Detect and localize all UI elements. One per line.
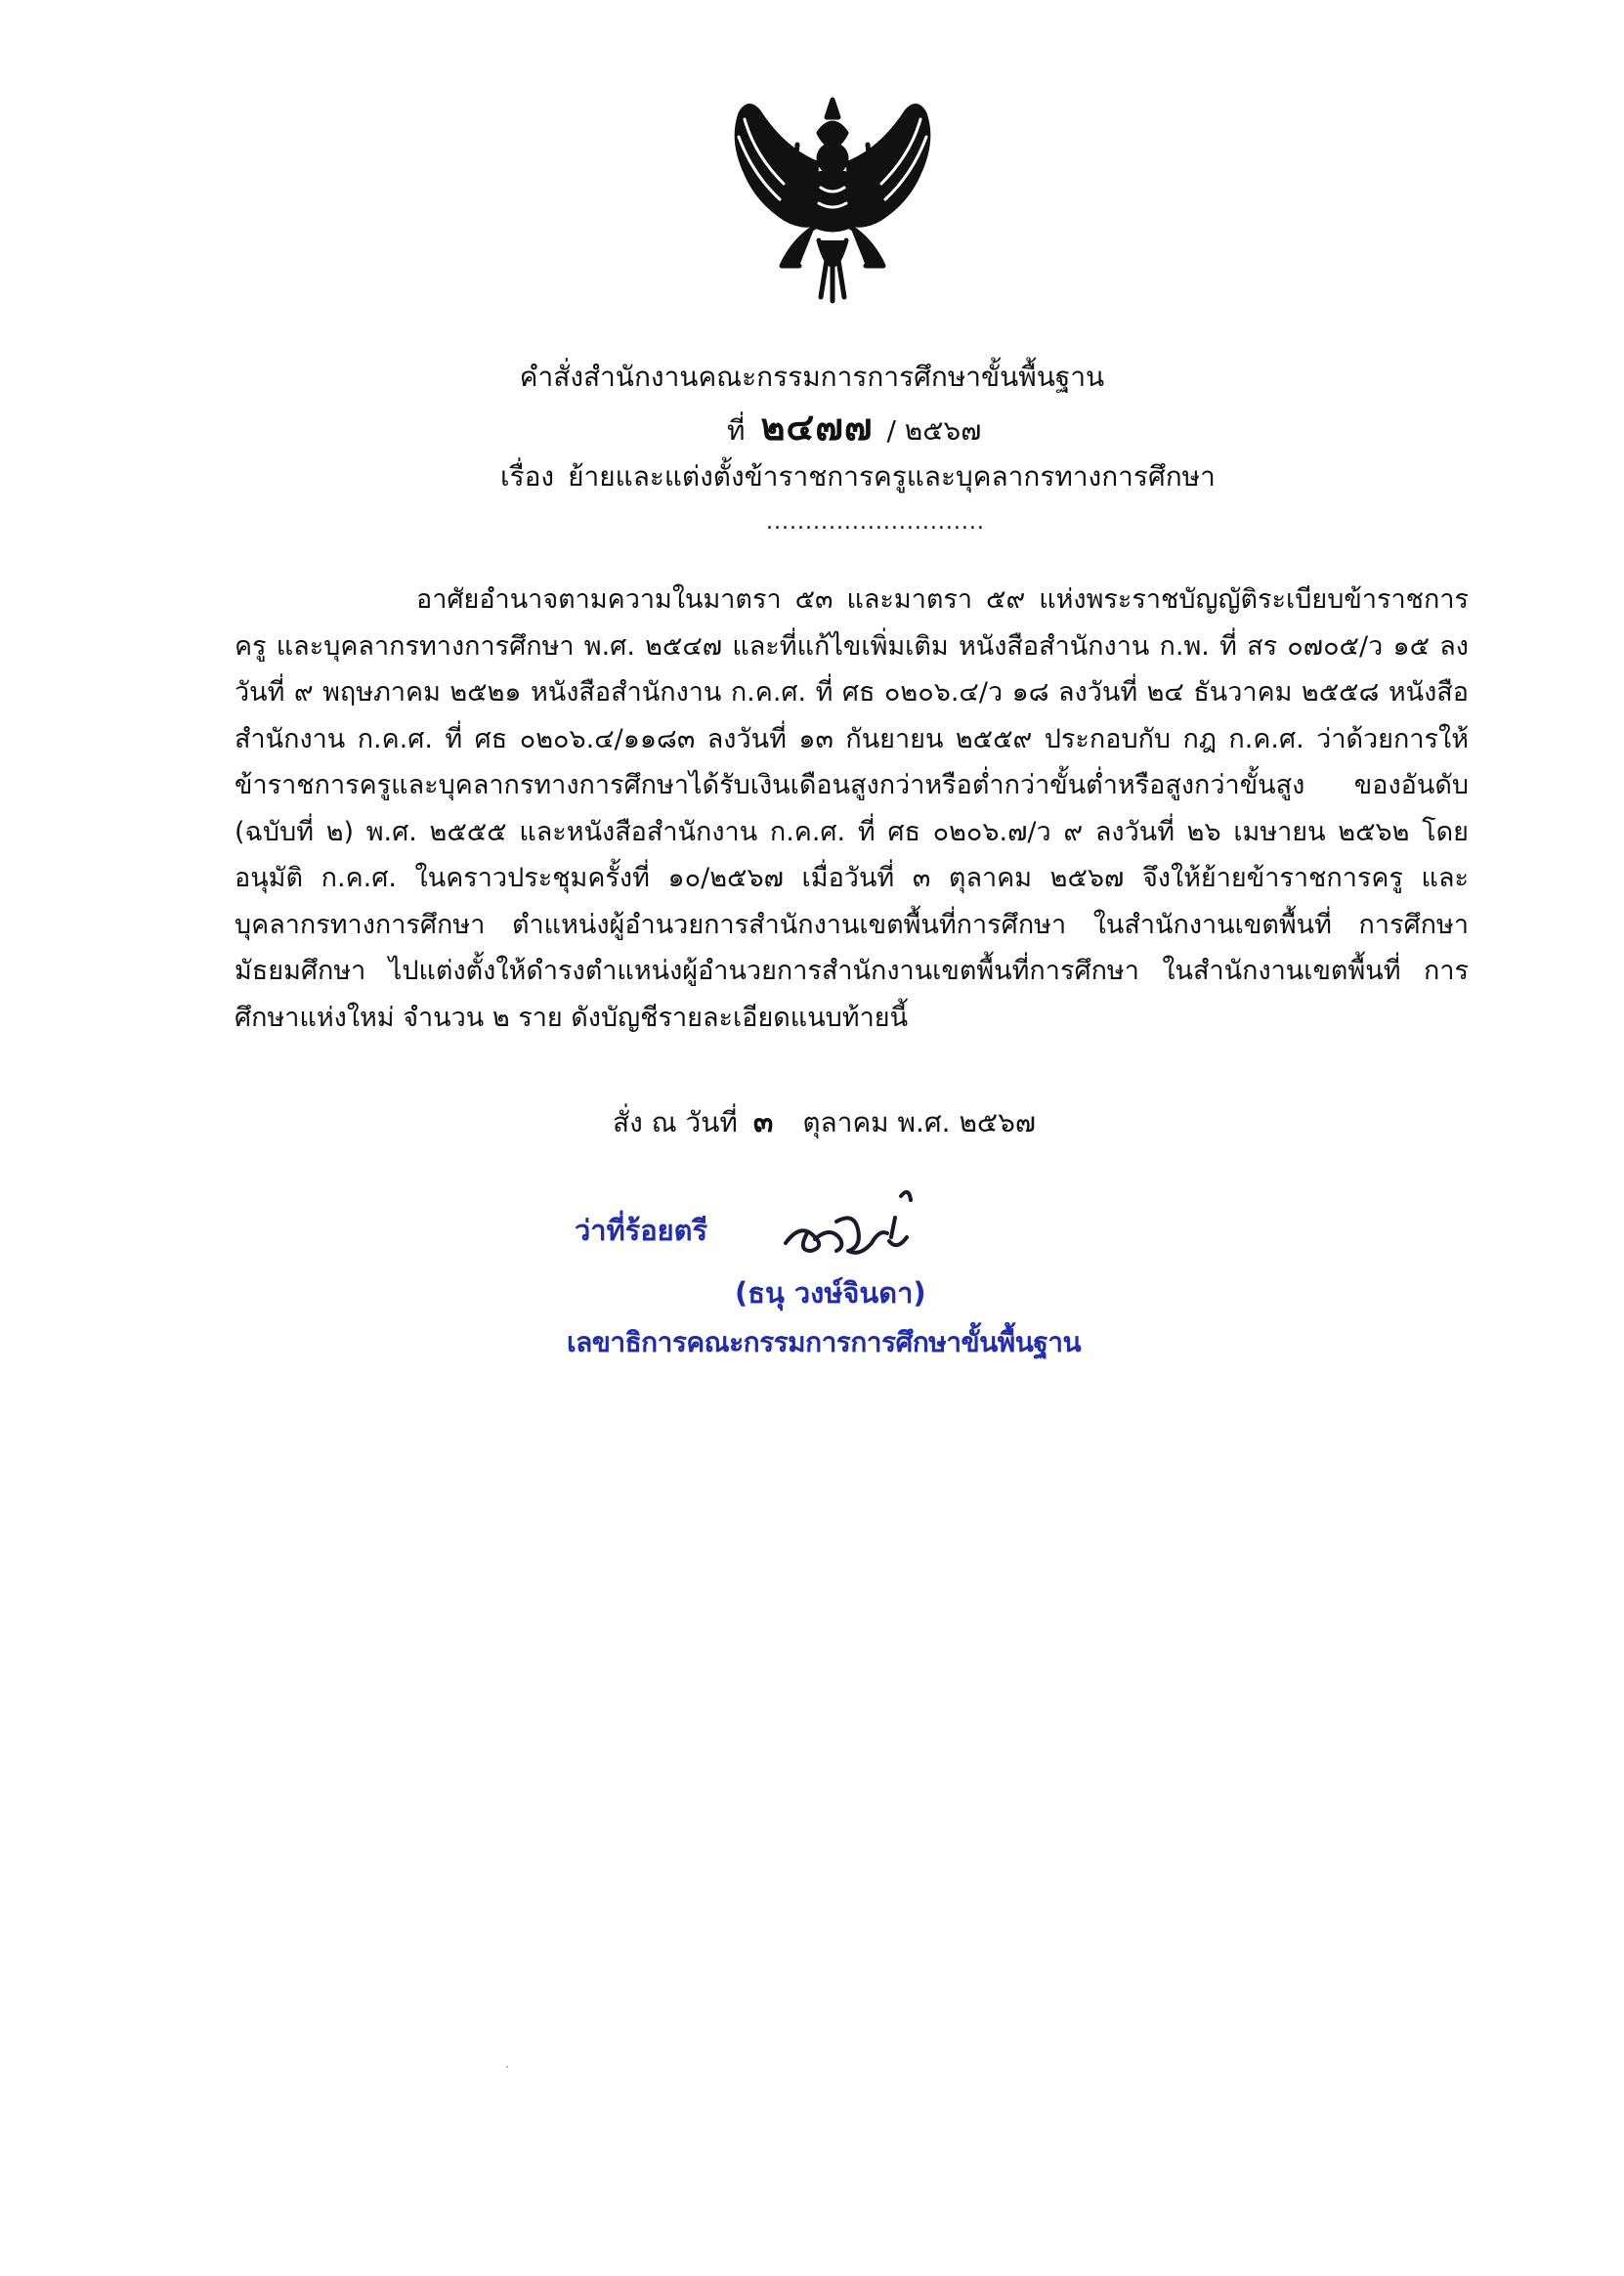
scan-speck [506,2066,508,2068]
subject-line [500,455,1216,498]
date-day: ๓ [752,1105,774,1139]
subject-text: ย้ายและแต่งตั้งข้าราชการครูและบุคลากรทางการศึกษา [568,460,1216,493]
handwritten-signature [772,1182,967,1265]
date-prefix: สั่ง ณ วันที่ [613,1106,738,1138]
order-number-line [727,403,981,455]
order-number: ๒๔๗๗ [760,405,874,449]
signer-name-stamp: (ธนุ วงษ์จินดา) [735,1276,926,1310]
separator-dots: ............................ [766,510,985,535]
date-line [613,1101,1036,1144]
order-heading: คำสั่งสำนักงานคณะกรรมการการศึกษาขั้นพื้นฐาน [519,361,1105,393]
order-body-paragraph: อาศัยอำนาจตามความในมาตรา ๕๓ และมาตรา ๕๙ แห่งพระราชบัญญัติระเบียบข้าราชการครู และบุคลากรทางการศึกษา พ.ศ. ๒๕๔๗ และที่แก้ไขเพิ่มเติม หนังสือสำนักงาน ก.พ. ที่ สร ๐๗๐๕/ว ๑๕ ลงวันที่ ๙ พฤษภาคม ๒๕๒๑ หนังสือสำนักงาน ก.ค.ศ. ที่ ศธ ๐๒๐๖.๔/ว ๑๘ ลงวันที่ ๒๔ ธันวาคม ๒๕๕๘ หนังสือสำนักงาน ก.ค.ศ. ที่ ศธ ๐๒๐๖.๔/๑๑๘๓ ลงวันที่ ๑๓ กันยายน ๒๕๕๙ ประกอบกับ กฎ ก.ค.ศ. ว่าด้วยการให้ข้าราชการครูและบุคลากรทางการศึกษาได้รับเงินเดือนสูงกว่าหรือต่ำกว่าขั้นต่ำหรือสูงกว่าขั้นสูง ของอันดับ (ฉบับที่ ๒) พ.ศ. ๒๕๕๕ และหนังสือสำนักงาน ก.ค.ศ. ที่ ศธ ๐๒๐๖.๗/ว ๙ ลงวันที่ ๒๖ เมษายน ๒๕๖๒ โดยอนุมัติ ก.ค.ศ. ในคราวประชุมครั้งที่ ๑๐/๒๕๖๗ เมื่อวันที่ ๓ ตุลาคม ๒๕๖๗ จึงให้ย้ายข้าราชการครู และบุคลากรทางการศึกษา ตำแหน่งผู้อำนวยการสำนักงานเขตพื้นที่การศึกษา ในสำนักงานเขตพื้นที่ การศึกษามัธยมศึกษา ไปแต่งตั้งให้ดำรงตำแหน่งผู้อำนวยการสำนักงานเขตพื้นที่การศึกษา ในสำนักงานเขตพื้นที่ การศึกษาแห่งใหม่ จำนวน ๒ ราย ดังบัญชีรายละเอียดแนบท้ายนี้ [235,584,1469,1033]
signer-position-stamp: เลขาธิการคณะกรรมการการศึกษาขั้นพื้นฐาน [567,1326,1082,1358]
order-number-prefix: ที่ [727,414,746,447]
signer-rank-stamp: ว่าที่ร้อยตรี [575,1214,708,1247]
garuda-emblem-icon [725,94,940,307]
subject-label: เรื่อง [500,460,555,493]
date-month-year: ตุลาคม พ.ศ. ๒๕๖๗ [802,1106,1036,1138]
order-year: / ๒๕๖๗ [886,414,982,447]
